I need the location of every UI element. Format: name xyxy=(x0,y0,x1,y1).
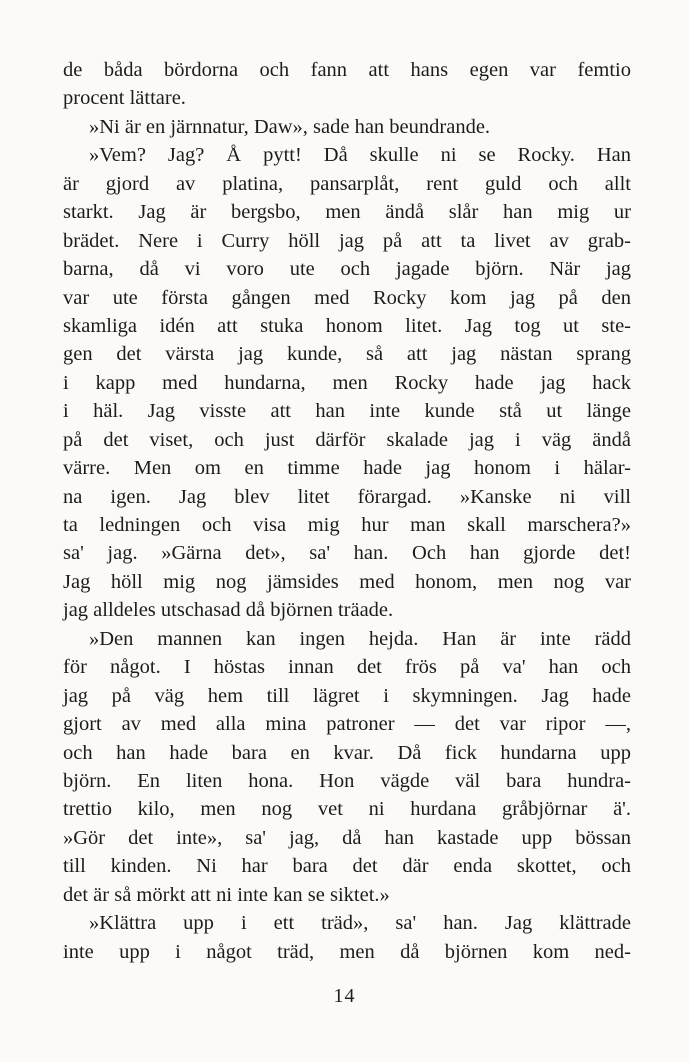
text-line: jag alldeles utschasad då björnen träade. xyxy=(63,599,394,622)
text-line: trettio kilo, men nog vet ni hurdana gråbjörnar ä'. xyxy=(63,798,631,821)
text-line: inte upp i något träd, men då björnen kom ned- xyxy=(63,940,631,963)
text-line: »Vem? Jag? Å pytt! Då skulle ni se Rocky. Han xyxy=(89,144,631,167)
text-line: och han hade bara en kvar. Då fick hundarna upp xyxy=(63,741,631,764)
text-line: till kinden. Ni har bara det där enda skottet, och xyxy=(63,855,631,878)
text-line: i kapp med hundarna, men Rocky hade jag hack xyxy=(63,371,631,394)
text-line: »Den mannen kan ingen hejda. Han är inte rädd xyxy=(89,627,631,650)
text-line: var ute första gången med Rocky kom jag på den xyxy=(63,286,631,309)
text-line: gen det värsta jag kunde, så att jag nästan sprang xyxy=(63,343,631,366)
text-line: på det viset, och just därför skalade jag i väg ändå xyxy=(63,428,631,451)
text-line: procent lättare. xyxy=(63,87,186,110)
text-line: starkt. Jag är bergsbo, men ändå slår han mig ur xyxy=(63,201,631,224)
text-line: na igen. Jag blev litet förargad. »Kanske ni vill xyxy=(63,485,631,508)
text-line: skamliga idén att stuka honom litet. Jag tog ut ste- xyxy=(63,314,631,337)
text-line: är gjord av platina, pansarplåt, rent guld och allt xyxy=(63,172,631,195)
text-line: Jag höll mig nog jämsides med honom, men nog var xyxy=(63,570,631,593)
text-line: för något. I höstas innan det frös på va' han och xyxy=(63,656,631,679)
text-line: »Klättra upp i ett träd», sa' han. Jag klättrade xyxy=(89,912,631,935)
text-line: sa' jag. »Gärna det», sa' han. Och han gjorde det! xyxy=(63,542,631,565)
text-line: brädet. Nere i Curry höll jag på att ta livet av grab- xyxy=(63,229,631,252)
body-text xyxy=(63,56,631,966)
text-line: »Gör det inte», sa' jag, då han kastade upp bössan xyxy=(63,826,631,849)
text-line: de båda bördorna och fann att hans egen var femtio xyxy=(63,59,631,81)
text-line: »Ni är en järnnatur, Daw», sade han beundrande. xyxy=(89,115,491,138)
text-line: ta ledningen och visa mig hur man skall marschera?» xyxy=(63,514,631,536)
text-line: gjort av med alla mina patroner — det var ripor —, xyxy=(63,713,631,736)
page-number: 14 xyxy=(333,985,356,1007)
text-line: jag på väg hem till lägret i skymningen. Jag hade xyxy=(63,684,631,707)
text-line: det är så mörkt att ni inte kan se siktet.» xyxy=(63,883,390,906)
text-line: värre. Men om en timme hade jag honom i hälar- xyxy=(63,457,631,480)
text-line: i häl. Jag visste att han inte kunde stå ut länge xyxy=(63,400,631,423)
text-line: barna, då vi voro ute och jagade björn. När jag xyxy=(63,258,631,281)
text-line: björn. En liten hona. Hon vägde väl bara hundra- xyxy=(63,769,631,792)
